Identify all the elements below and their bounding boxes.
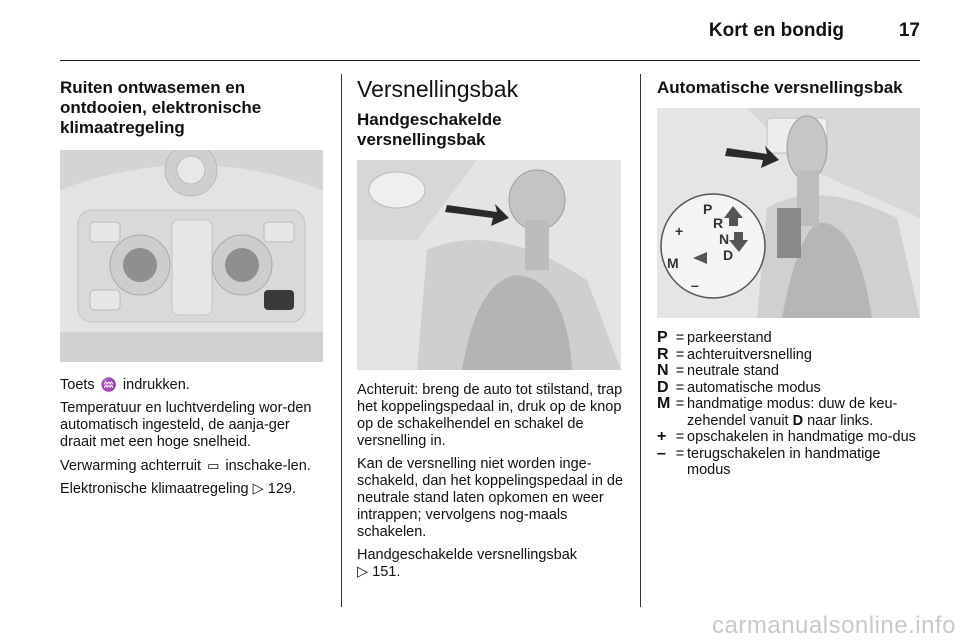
column-automatic-gearbox xyxy=(657,78,922,479)
legend-row-p: P = parkeerstand xyxy=(657,329,772,346)
legend-row-d: D = automatische modus xyxy=(657,378,821,396)
selector-label-plus: + xyxy=(675,223,684,239)
column-manual-gearbox xyxy=(357,78,625,581)
page-reference-151[interactable]: ▷ 151. xyxy=(357,564,401,580)
selector-label-d: D xyxy=(723,247,734,263)
climate-control-figure xyxy=(60,150,323,362)
climate-paragraph-1: Toets ♒ indrukken. xyxy=(60,377,190,393)
page-header xyxy=(60,18,920,58)
column-divider-2 xyxy=(640,74,641,607)
page-number: 17 xyxy=(898,20,920,41)
selector-label-m: M xyxy=(667,255,679,271)
page-reference-129[interactable]: ▷ 129. xyxy=(252,481,297,497)
selector-label-r: R xyxy=(713,215,724,231)
manual-gear-knob-figure xyxy=(357,160,621,370)
manual-paragraph-2: Kan de versnelling niet worden inge-schakeld, dan het koppelingspedaal in de neutrale stand laten opkomen en weer intrappen; vervolgens nog-maals schakelen. xyxy=(357,456,624,540)
climate-paragraph-3: Verwarming achterruit ▭ inschake-len. xyxy=(60,458,311,474)
gearbox-title: Versnellingsbak xyxy=(357,76,519,102)
selector-label-n: N xyxy=(719,231,730,247)
manual-paragraph-3: Handgeschakelde versnellingsbak ▷ 151. xyxy=(357,547,578,580)
defrost-icon: ♒ xyxy=(100,377,117,392)
header-title: Kort en bondig xyxy=(708,20,844,41)
legend-row-minus: – = terugschakelen in handmatige modus xyxy=(657,444,881,478)
legend-row-plus: + = opschakelen in handmatige mo-dus xyxy=(657,428,916,445)
automatic-selector-figure xyxy=(657,108,920,318)
climate-heading: Ruiten ontwasemen en ontdooien, elektronische klimaatregeling xyxy=(60,78,262,137)
gear-position-legend xyxy=(657,330,922,479)
climate-paragraph-4: Elektronische klimaatregeling ▷ 129. xyxy=(60,481,297,497)
manual-paragraph-1: Achteruit: breng de auto tot stilstand, trap het koppelingspedaal in, druk op de knop op de schakelhendel en schakel de versnelling in. xyxy=(357,382,623,449)
column-climate xyxy=(60,78,325,498)
rear-window-heating-icon: ▭ xyxy=(207,458,220,473)
selector-label-minus: – xyxy=(691,277,699,293)
legend-row-n: N = neutrale stand xyxy=(657,362,779,379)
legend-row-r: R = achteruitversnelling xyxy=(657,345,812,363)
header-rule xyxy=(60,60,920,61)
climate-paragraph-2: Temperatuur en luchtverdeling wor-den automatisch ingesteld, de aanja-ger draait met een hoge snelheid. xyxy=(60,400,312,450)
manual-gearbox-subtitle: Handgeschakelde versnellingsbak xyxy=(357,110,502,149)
column-divider-1 xyxy=(341,74,342,607)
selector-label-p: P xyxy=(703,201,713,217)
watermark: carmanualsonline.info xyxy=(712,612,956,639)
automatic-gearbox-title: Automatische versnellingsbak xyxy=(657,78,903,97)
legend-row-m: M = handmatige modus: duw de keu-zehendel vanuit D naar links. xyxy=(657,395,898,429)
